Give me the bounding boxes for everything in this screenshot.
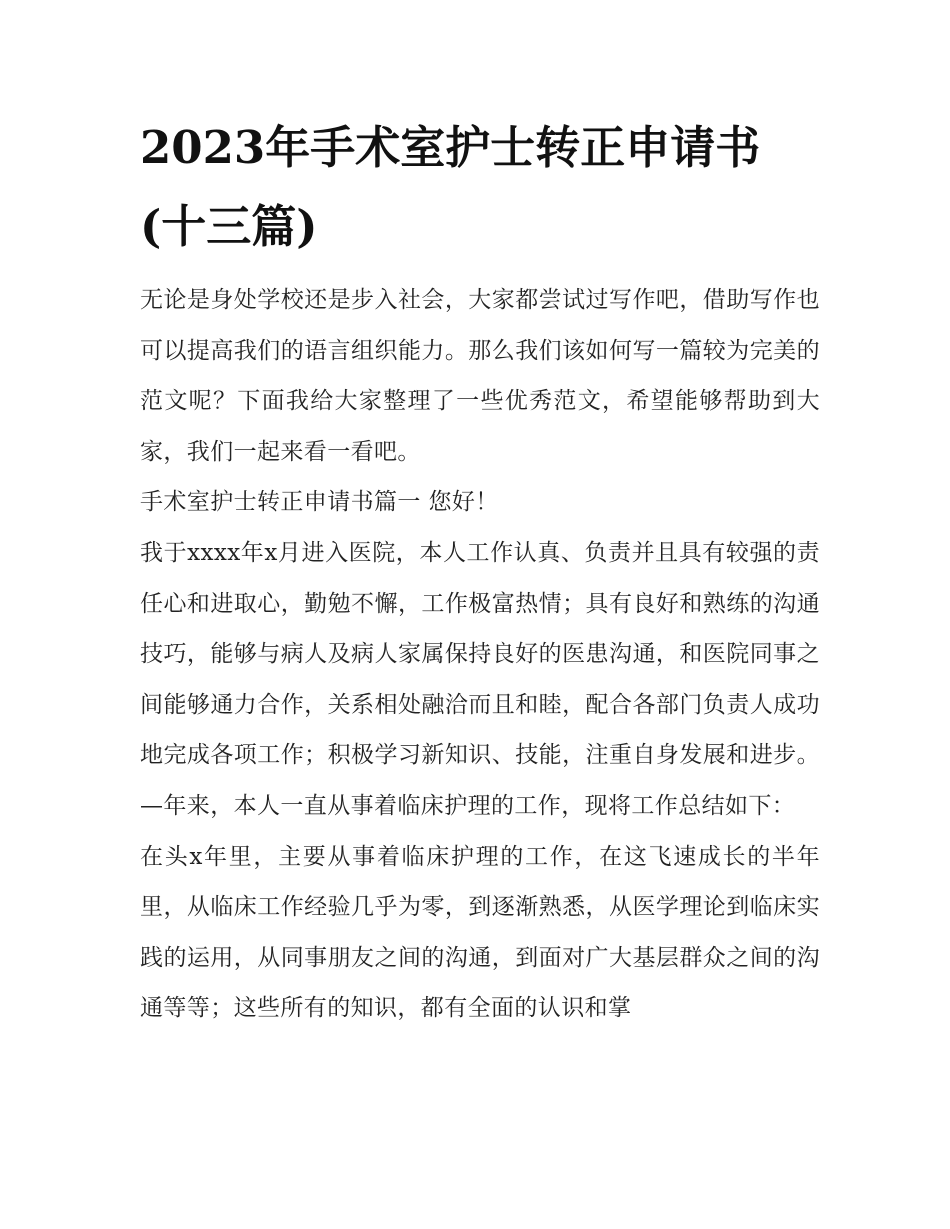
paragraph-work-summary: 在头x年里，主要从事着临床护理的工作，在这飞速成长的半年里，从临床工作经验几乎为零，到逐渐熟悉，从医学理论到临床实践的运用，从同事朋友之间的沟通，到面对广大基层群众之间的沟通等等；这些所有的知识，都有全面的认识和掌	[140, 843, 820, 1022]
paragraph-intro: 无论是身处学校还是步入社会，大家都尝试过写作吧，借助写作也可以提高我们的语言组织能力。那么我们该如何写一篇较为完美的范文呢？下面我给大家整理了一些优秀范文，希望能够帮助到大家，我们一起来看一看吧。	[140, 287, 820, 465]
paragraph-self-introduction: 我于xxxx年x月进入医院，本人工作认真、负责并且具有较强的责任心和进取心，勤勉不懈，工作极富热情；具有良好和熟练的沟通技巧，能够与病人及病人家属保持良好的医患沟通，和医院同事之间能够通力合作，关系相处融洽而且和睦，配合各部门负责人成功地完成各项工作；积极学习新知识、技能，注重自身发展和进步。—年来，本人一直从事着临床护理的工作，现将工作总结如下：	[140, 539, 820, 819]
document-body	[140, 275, 820, 1034]
document-title: 2023年手术室护士转正申请书(十三篇)	[140, 121, 761, 253]
paragraph-section-heading: 手术室护士转正申请书篇一 您好！	[140, 489, 499, 516]
